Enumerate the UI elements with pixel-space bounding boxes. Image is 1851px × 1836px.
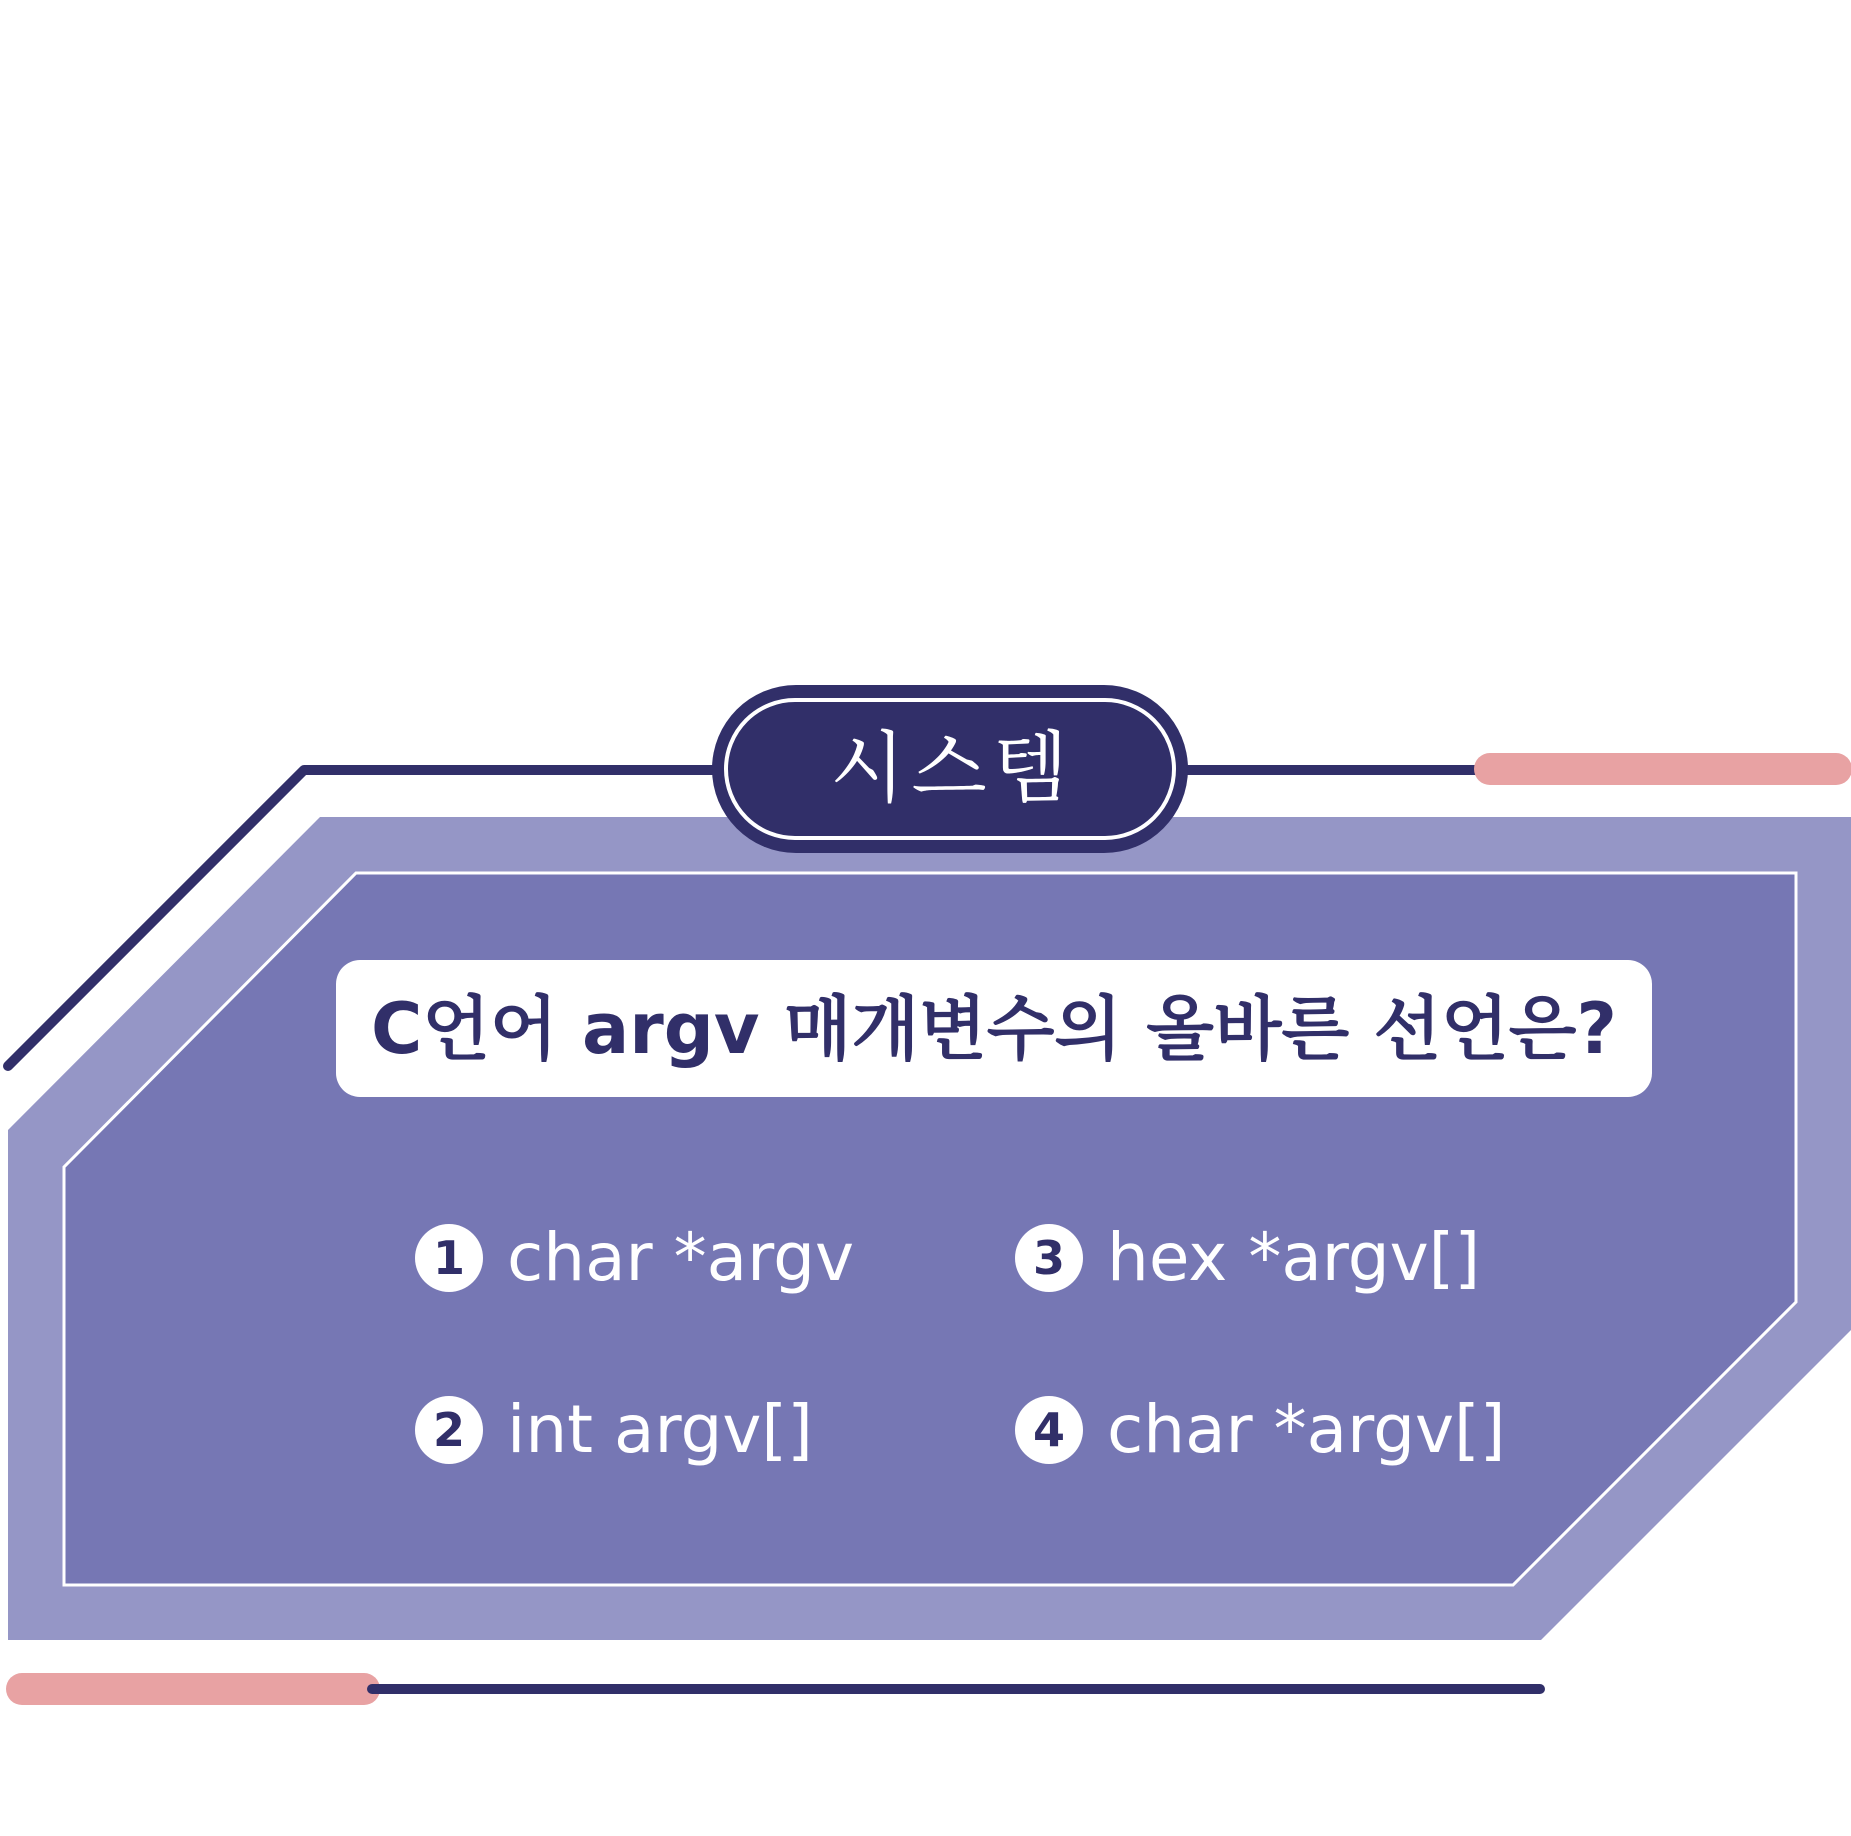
option-3[interactable] bbox=[1015, 1218, 1480, 1298]
option-number-badge: 2 bbox=[415, 1396, 483, 1464]
option-text: char *argv[] bbox=[1107, 1391, 1506, 1468]
option-number-badge: 1 bbox=[415, 1224, 483, 1292]
option-number-badge: 4 bbox=[1015, 1396, 1083, 1464]
option-2[interactable] bbox=[415, 1390, 813, 1470]
question-text: C언어 argv 매개변수의 올바른 선언은? bbox=[370, 987, 1617, 1070]
option-text: int argv[] bbox=[507, 1391, 813, 1468]
option-text: hex *argv[] bbox=[1107, 1219, 1481, 1296]
option-text: char *argv bbox=[507, 1219, 855, 1296]
category-label: 시스템 bbox=[829, 724, 1075, 814]
option-4[interactable] bbox=[1015, 1390, 1506, 1470]
option-1[interactable] bbox=[415, 1218, 854, 1298]
option-number-badge: 3 bbox=[1015, 1224, 1083, 1292]
question-box bbox=[336, 960, 1652, 1097]
